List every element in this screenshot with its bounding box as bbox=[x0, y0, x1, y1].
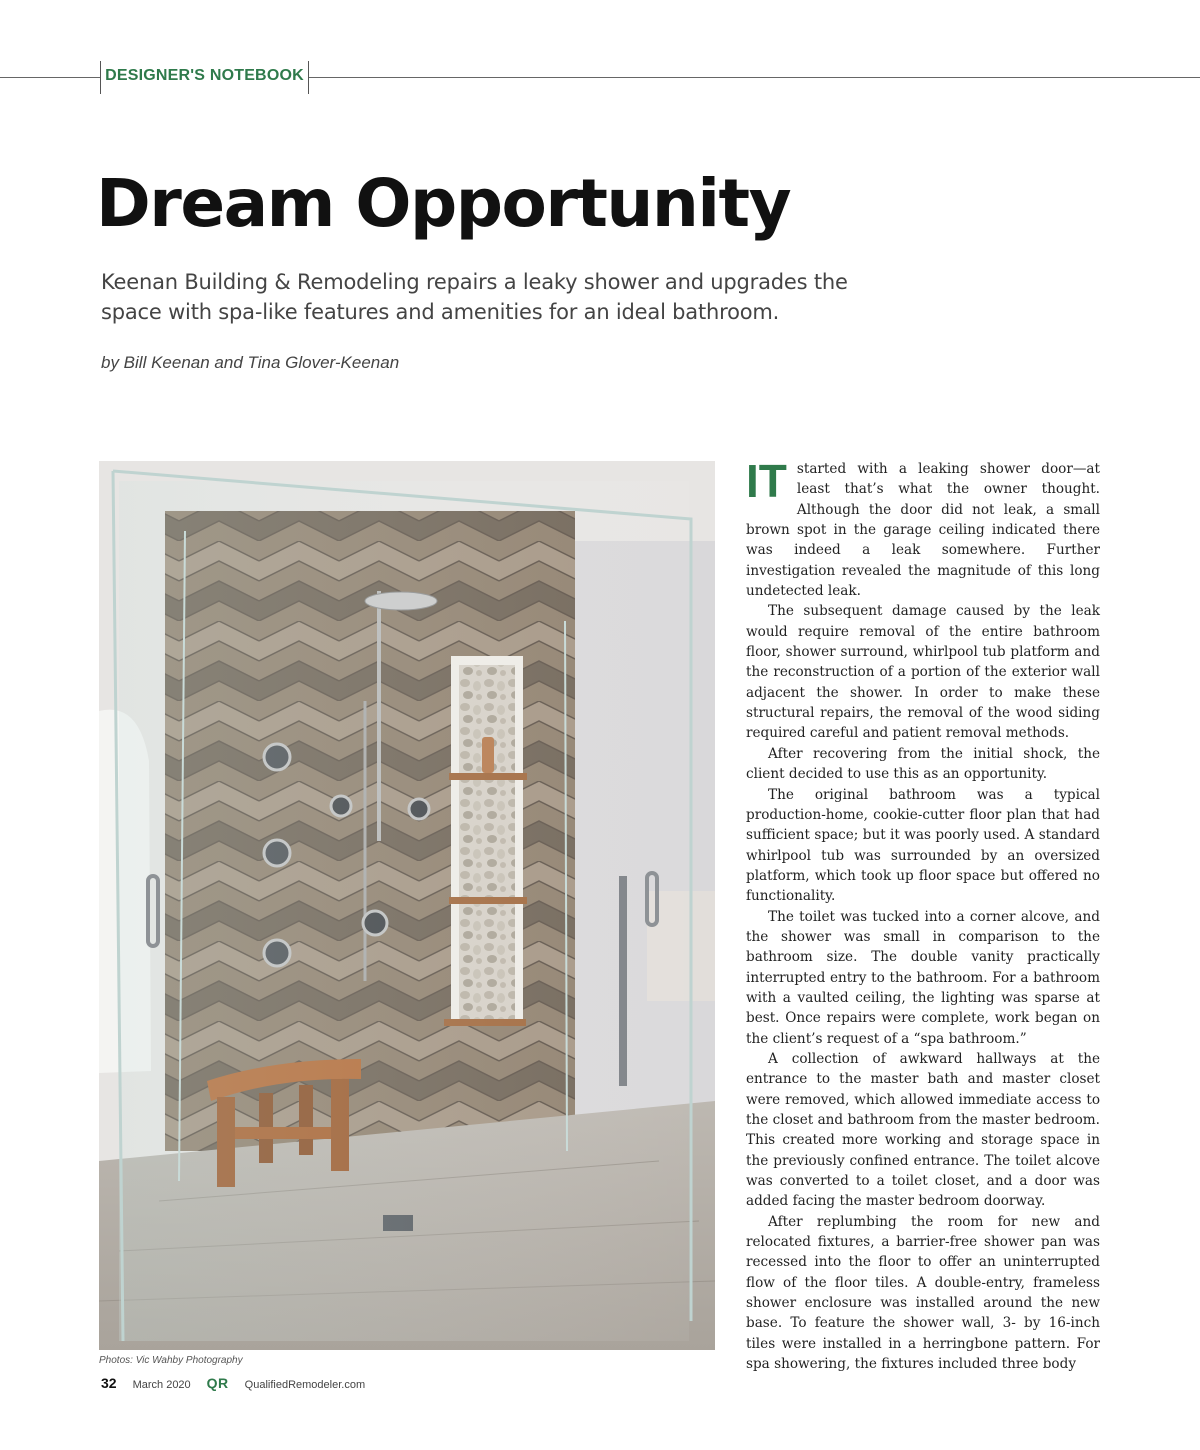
section-tag-label: DESIGNER'S NOTEBOOK bbox=[105, 67, 304, 84]
page-footer bbox=[101, 1375, 365, 1391]
issue-date: March 2020 bbox=[132, 1379, 191, 1391]
article-deck: Keenan Building & Remodeling repairs a leaky shower and upgrades the space with spa-like features and amenities for an ideal bathroom. bbox=[101, 270, 848, 324]
article-paragraph-text: started with a leaking shower door—at least that’s what the owner thought. Although the door did not leak, a small brown spot in the garage ceiling indicated there was indeed a leak somewhere. Further investigation revealed the magnitude of this long undetected leak. bbox=[746, 461, 1100, 600]
header-rule-left bbox=[0, 77, 101, 78]
section-tag bbox=[100, 61, 309, 94]
drop-cap: IT bbox=[746, 455, 787, 507]
article-paragraph: The subsequent damage caused by the leak would require removal of the entire bathroom floor, shower surround, whirlpool tub platform and the reconstruction of a portion of the exterior wall adjacent the shower. In order to make these structural repairs, the removal of the wood siding required careful and patient removal methods. bbox=[746, 603, 1100, 742]
photo-credit: Photos: Vic Wahby Photography bbox=[99, 1355, 243, 1366]
page-number: 32 bbox=[101, 1375, 117, 1391]
article-paragraph: The toilet was tucked into a corner alcove, and the shower was small in comparison to the bathroom size. The double vanity practically interrupted entry to the bathroom. For a bathroom with a vaulted ceiling, the lighting was sparse at best. Once repairs were complete, work began on the client’s request of a “spa bathroom.” bbox=[746, 908, 1100, 1047]
article-paragraph: The original bathroom was a typical production-home, cookie-cutter floor plan that had sufficient space; but it was poorly used. A standard whirlpool tub was surrounded by an oversized platform, which took up floor space but offered no functionality. bbox=[746, 786, 1100, 905]
article-paragraph: A collection of awkward hallways at the entrance to the master bath and master closet were removed, which allowed immediate access to the closet and bathroom from the master bedroom. This created more working and storage space in the previously confined entrance. The toilet alcove was converted to a toilet closet, and a door was added facing the master bedroom doorway. bbox=[746, 1050, 1100, 1210]
article-paragraph: After replumbing the room for new and relocated fixtures, a barrier-free shower pan was recessed into the floor to offer an uninterrupted flow of the floor tiles. A double-entry, frameless shower enclosure was installed around the new base. To feature the shower wall, 3- by 16-inch tiles were installed in a herringbone pattern. For spa showering, the fixtures included three body bbox=[746, 1213, 1100, 1373]
article-title: Dream Opportunity bbox=[96, 165, 791, 242]
article-byline: by Bill Keenan and Tina Glover-Keenan bbox=[101, 353, 400, 372]
magazine-logo: QR bbox=[206, 1375, 229, 1391]
header-rule-right bbox=[309, 77, 1200, 78]
article-body bbox=[746, 455, 1100, 1374]
article-paragraph bbox=[746, 455, 1100, 601]
website-url: QualifiedRemodeler.com bbox=[244, 1379, 366, 1391]
article-paragraph: After recovering from the initial shock, the client decided to use this as an opportunity. bbox=[746, 745, 1100, 783]
shower-photo bbox=[99, 461, 715, 1350]
